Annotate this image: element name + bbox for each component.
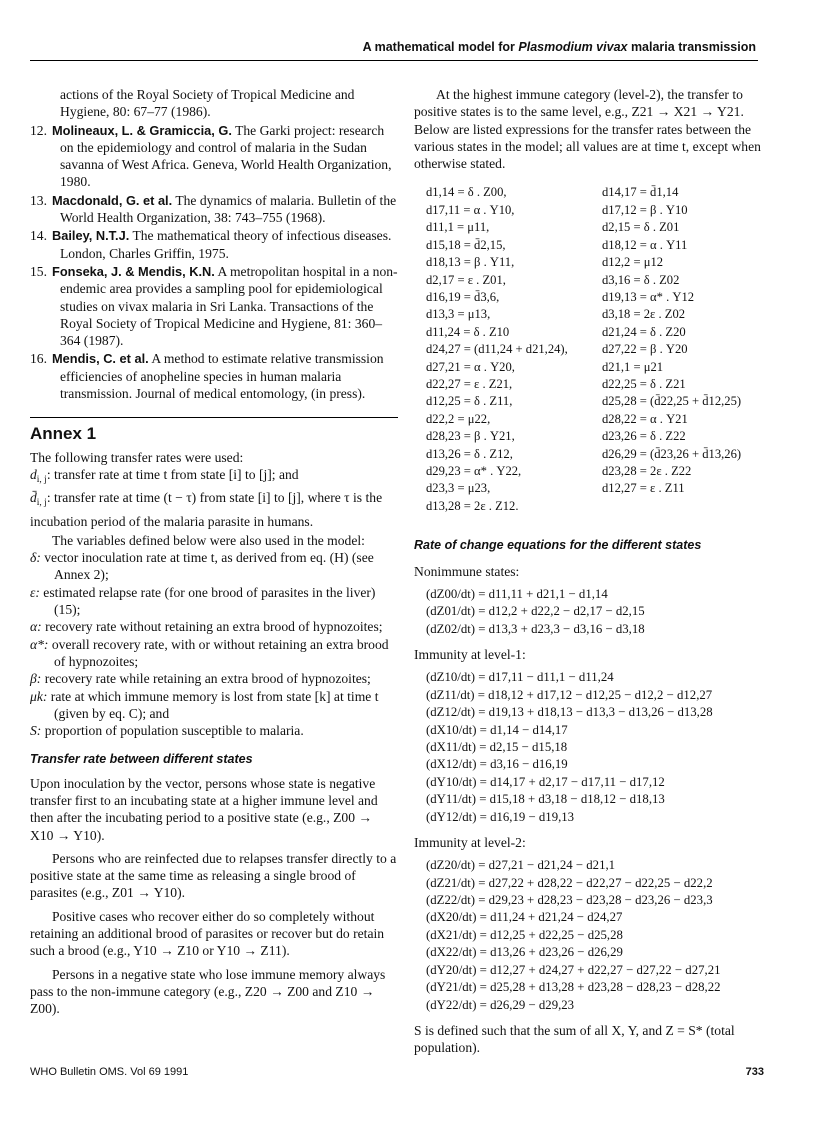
transfer-rate-expression: d12,27 = ε . Z11	[602, 481, 685, 496]
reference-item	[30, 192, 398, 227]
reference-authors: Macdonald, G. et al.	[52, 192, 173, 208]
transfer-rate-expression: d22,25 = δ . Z21	[602, 376, 686, 391]
transfer-rate-expression: d22,2 = μ22,	[426, 411, 491, 426]
annex-rule	[30, 417, 398, 418]
rate-equation: (dZ00/dt) = d11,11 + d21,1 − d1,14	[426, 586, 608, 601]
reference-11-continued: actions of the Royal Society of Tropical Medicine and Hygiene, 80: 67–77 (1986).	[60, 87, 355, 120]
transfer-rate-expression: d28,23 = β . Y21,	[426, 429, 515, 444]
rate-equation: (dZ21/dt) = d27,22 + d28,22 − d22,27 − d22,25 − d22,2	[426, 875, 713, 890]
transfer-rate-expression: d18,12 = α . Y11	[602, 237, 688, 252]
rate-equation: (dY10/dt) = d14,17 + d2,17 − d17,11 − d17,12	[426, 774, 665, 789]
transfer-rate-expression: d23,26 = δ . Z22	[602, 429, 686, 444]
running-head-prefix: A mathematical model for	[362, 40, 519, 54]
variable-definition	[30, 688, 398, 723]
reference-text: A method to estimate relative transmission efficiencies of anopheline species in human malaria transmission. Journal of medical entomology, (in press).	[60, 351, 384, 402]
transfer-rate-expression: d15,18 = d̄2,15,	[426, 237, 506, 252]
transfer-rate-list	[426, 184, 764, 515]
transfer-rate-expression: d11,1 = μ11,	[426, 220, 490, 235]
transfer-rate-expression: d3,18 = 2ε . Z02	[602, 307, 686, 322]
variable-text: rate at which immune memory is lost from state [k] at time t (given by eq. C); and	[50, 688, 379, 721]
page-number: 733	[745, 1066, 764, 1078]
transfer-rate-expression: d1,14 = δ . Z00,	[426, 185, 507, 200]
rate-equation: (dX20/dt) = d11,24 + d21,24 − d24,27	[426, 910, 623, 925]
transfer-rate-expression: d2,15 = δ . Z01	[602, 220, 680, 235]
running-head-suffix: malaria transmission	[627, 40, 756, 54]
variable-symbol: α*:	[30, 636, 52, 652]
transfer-rate-expression: d12,25 = δ . Z11,	[426, 394, 513, 409]
annex-intro: The following transfer rates were used:	[30, 449, 244, 465]
running-head-species: Plasmodium vivax	[518, 40, 628, 54]
transfer-rate-expression: d13,28 = 2ε . Z12.	[426, 498, 519, 513]
variable-symbol: μk:	[30, 688, 51, 704]
variable-symbol: ε:	[30, 584, 44, 600]
transfer-para-5: At the highest immune category (level-2), the transfer to positive states is to the same level, e.g., Z21 → X21 → Y21. Below are listed expressions for the transfer rates between the various states in the model; all values are at time t, except when otherwise stated.	[414, 87, 761, 172]
transfer-rate-expression: d29,23 = α* . Y22,	[426, 463, 522, 478]
annex-title: Annex 1	[30, 424, 97, 444]
transfer-rate-expression: d24,27 = (d11,24 + d21,24),	[426, 342, 568, 357]
rate-equation: (dZ11/dt) = d18,12 + d17,12 − d12,25 − d12,2 − d12,27	[426, 687, 713, 702]
transfer-rate-expression: d13,26 = δ . Z12,	[426, 446, 513, 461]
transfer-rate-expression: d28,22 = α . Y21	[602, 411, 688, 426]
transfer-rate-expression: d23,28 = 2ε . Z22	[602, 463, 692, 478]
running-head	[30, 40, 756, 54]
rate-equation: (dZ10/dt) = d17,11 − d11,1 − d11,24	[426, 670, 614, 685]
variable-text: estimated relapse rate (for one brood of parasites in the liver) (15);	[43, 584, 376, 618]
rate-equation: (dY12/dt) = d16,19 − d19,13	[426, 809, 575, 824]
rate-equation: (dX10/dt) = d1,14 − d14,17	[426, 722, 568, 737]
footer-journal: WHO Bulletin OMS. Vol 69 1991	[30, 1066, 189, 1078]
transfer-rate-expression: d14,17 = d̄1,14	[602, 185, 679, 200]
rate-equation: (dZ12/dt) = d19,13 + d18,13 − d13,3 − d13,26 − d13,28	[426, 705, 713, 720]
right-column	[414, 86, 764, 1057]
variable-symbol: δ:	[30, 550, 45, 566]
reference-number: 12.	[30, 122, 47, 138]
transfer-rate-expression: d26,29 = (d̄23,26 + d̄13,26)	[602, 446, 742, 461]
reference-text: The mathematical theory of infectious diseases. London, Charles Griffin, 1975.	[60, 228, 392, 261]
variable-symbol: β:	[30, 671, 45, 687]
reference-list	[30, 122, 398, 403]
variable-text: recovery rate without retaining an extra brood of hypnozoites;	[45, 619, 383, 635]
reference-number: 13.	[30, 192, 47, 208]
nonimmune-label: Nonimmune states:	[414, 563, 520, 579]
transfer-rate-expression: d27,21 = α . Y20,	[426, 359, 515, 374]
header-rule	[30, 60, 758, 61]
reference-item	[30, 263, 398, 349]
def-dbar-transfer-rate: $d̄_{i, j}$: transfer rate at time (t − τ) from state [i] to [j], where τ is the incubation period of the malaria parasite in humans.	[30, 490, 383, 529]
variable-definition	[30, 618, 398, 635]
transfer-rate-expression: d27,22 = β . Y20	[602, 342, 688, 357]
transfer-para-2: Persons who are reinfected due to relapses transfer directly to a positive state at the same time as releasing a single brood of parasites (e.g., Z01 → Y10).	[30, 850, 397, 901]
variable-symbol: S:	[30, 723, 45, 739]
reference-number: 16.	[30, 351, 47, 367]
transfer-rate-expression: d11,24 = δ . Z10	[426, 324, 510, 339]
reference-text: The dynamics of malaria. Bulletin of the World Health Organization, 38: 743–755 (1968).	[60, 192, 397, 226]
variable-text: vector inoculation rate at time t, as derived from eq. (H) (see Annex 2);	[44, 550, 374, 583]
transfer-rate-expression: d17,12 = β . Y10	[602, 202, 688, 217]
transfer-rate-expression: d3,16 = δ . Z02	[602, 272, 680, 287]
variable-definitions	[30, 549, 398, 739]
rate-equation: (dZ01/dt) = d12,2 + d22,2 − d2,17 − d2,15	[426, 604, 645, 619]
variable-text: proportion of population susceptible to malaria.	[44, 723, 304, 739]
transfer-para-4: Persons in a negative state who lose immune memory always pass to the non-immune category (e.g., Z20 → Z00 and Z10 → Z00).	[30, 966, 386, 1017]
def-dbar-text: : transfer rate at time (t − τ) from state [i] to [j], where τ is the incubation period of the malaria parasite in humans.	[30, 490, 383, 529]
rate-equation: (dY22/dt) = d26,29 − d29,23	[426, 997, 575, 1012]
def-d-text: : transfer rate at time t from state [i] to [j]; and	[46, 466, 299, 482]
roc-closing: S is defined such that the sum of all X, Y, and Z = S* (total population).	[414, 1022, 735, 1056]
transfer-rate-expression: d13,3 = μ13,	[426, 307, 491, 322]
vars-intro: The variables defined below were also used in the model:	[52, 532, 365, 548]
rate-equation: (dZ22/dt) = d29,23 + d28,23 − d23,28 − d23,26 − d23,3	[426, 893, 713, 908]
transfer-rate-expression: d16,19 = d̄3,6,	[426, 289, 500, 304]
rate-equation: (dY21/dt) = d25,28 + d13,28 + d23,28 − d28,23 − d28,22	[426, 980, 721, 995]
transfer-rate-expression: d22,27 = ε . Z21,	[426, 376, 513, 391]
variable-symbol: α:	[30, 619, 46, 635]
transfer-para-1	[30, 775, 398, 844]
transfer-para-1-text: Upon inoculation by the vector, persons whose state is negative transfer first to an incubating state at a higher immune level and then after the incubating period to a positive state (e.g., Z00 → X10 → Y10).	[30, 775, 378, 843]
transfer-rate-expression: d17,11 = α . Y10,	[426, 202, 515, 217]
rate-equation: (dZ02/dt) = d13,3 + d23,3 − d3,16 − d3,18	[426, 621, 645, 636]
reference-number: 14.	[30, 228, 47, 244]
reference-text: The Garki project: research on the epidemiology and control of malaria in the Sudan savanna of West Africa. Geneva, World Health Organization, 1980.	[60, 122, 392, 190]
transfer-rate-expression: d12,2 = μ12	[602, 255, 664, 270]
transfer-rate-expression: d2,17 = ε . Z01,	[426, 272, 506, 287]
roc-heading: Rate of change equations for the different states	[414, 538, 702, 553]
level1-label: Immunity at level-1:	[414, 647, 526, 663]
transfer-rate-expression: d19,13 = α* . Y12	[602, 289, 695, 304]
rate-equation: (dY20/dt) = d12,27 + d24,27 + d22,27 − d27,22 − d27,21	[426, 962, 721, 977]
level2-label: Immunity at level-2:	[414, 834, 526, 850]
reference-text: A metropolitan hospital in a non-endemic area provides a sampling pool for epidemiological studies on vivax malaria in Sri Lanka. Transactions of the Royal Society of Tropical Medicine and Hygiene, 81: 360–364 (1987).	[60, 263, 398, 349]
reference-authors: Molineaux, L. & Gramiccia, G.	[52, 122, 232, 138]
rate-equation: (dX21/dt) = d12,25 + d22,25 − d25,28	[426, 927, 623, 942]
nonimmune-equations	[426, 586, 764, 638]
level2-equations	[426, 857, 764, 1014]
transfer-rate-expression: d18,13 = β . Y11,	[426, 255, 515, 270]
def-d-transfer-rate: $d_{i, j}$: transfer rate at time t from state [i] to [j]; and	[30, 466, 299, 485]
transfer-rate-expression	[602, 498, 772, 515]
reference-authors: Mendis, C. et al.	[52, 351, 149, 367]
transfer-rate-expression: d21,24 = δ . Z20	[602, 324, 686, 339]
reference-authors: Bailey, N.T.J.	[52, 228, 130, 244]
level1-equations	[426, 669, 764, 826]
rate-equation: (dX22/dt) = d13,26 + d23,26 − d26,29	[426, 945, 623, 960]
variable-definition	[30, 670, 398, 687]
variable-definition	[30, 722, 398, 739]
reference-item	[30, 122, 398, 191]
reference-number: 15.	[30, 263, 47, 279]
transfer-rate-expression: d23,3 = μ23,	[426, 481, 491, 496]
rate-equation: (dZ20/dt) = d27,21 − d21,24 − d21,1	[426, 858, 616, 873]
variable-text: overall recovery rate, with or without retaining an extra brood of hypnozoites;	[51, 636, 389, 669]
transfer-rate-expression: d25,28 = (d̄22,25 + d̄12,25)	[602, 394, 742, 409]
transfer-para-3: Positive cases who recover either do so completely without retaining an additional brood of parasites or recover but do retain such a brood (e.g., Y10 → Z10 or Y10 → Z11).	[30, 908, 385, 959]
reference-item	[30, 350, 398, 402]
rate-equation: (dY11/dt) = d15,18 + d3,18 − d18,12 − d18,13	[426, 792, 665, 807]
rate-equation: (dX12/dt) = d3,16 − d16,19	[426, 757, 568, 772]
variable-definition	[30, 549, 398, 584]
variable-definition	[30, 636, 398, 671]
variable-definition	[30, 584, 398, 619]
variable-text: recovery rate while retaining an extra brood of hypnozoites;	[44, 671, 371, 687]
transfer-rate-expression: d21,1 = μ21	[602, 359, 664, 374]
reference-authors: Fonseka, J. & Mendis, K.N.	[52, 263, 215, 279]
rate-equation: (dX11/dt) = d2,15 − d15,18	[426, 739, 568, 754]
transfer-heading: Transfer rate between different states	[30, 752, 253, 767]
reference-item	[30, 227, 398, 262]
left-column	[30, 86, 398, 1018]
